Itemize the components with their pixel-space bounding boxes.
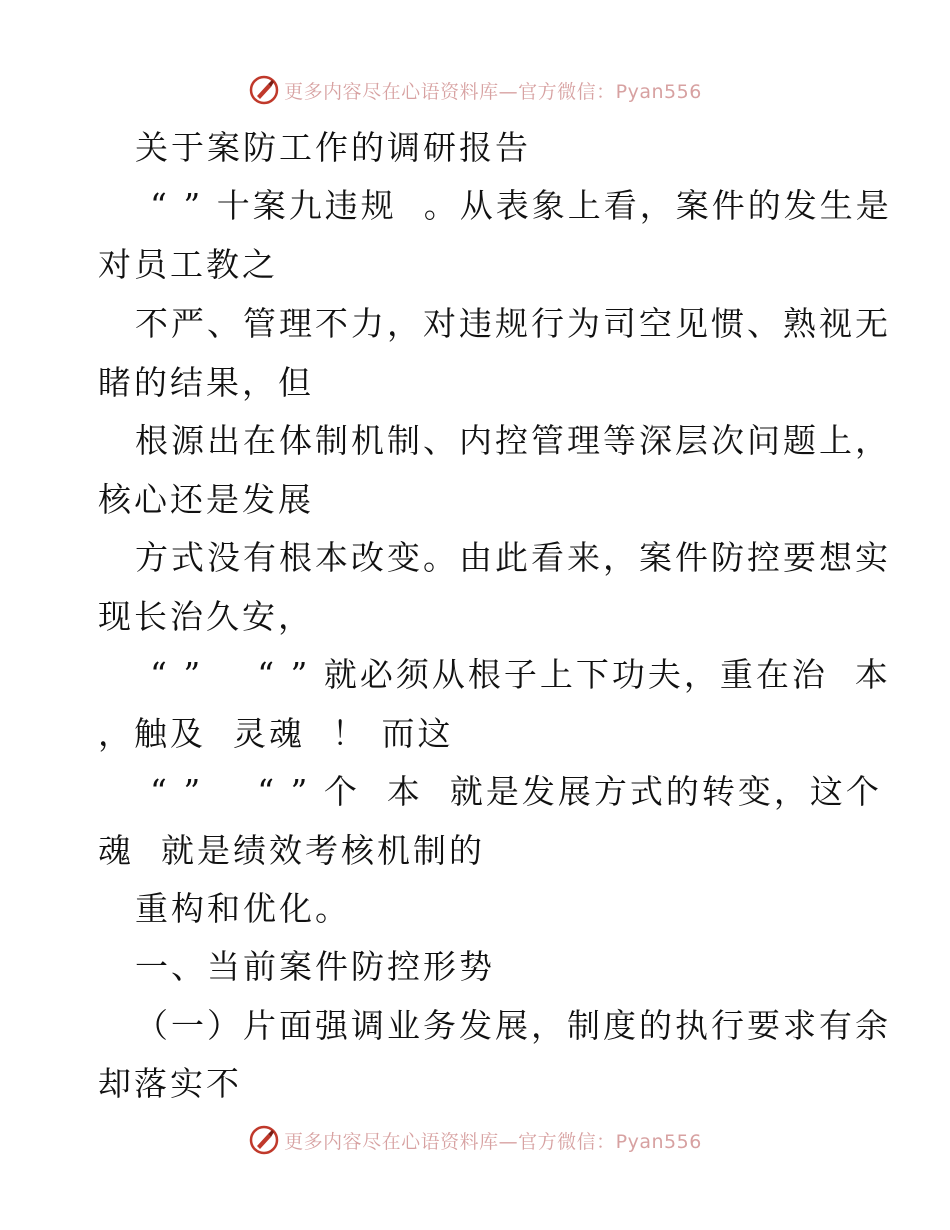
doc-title: 关于案防工作的调研报告 bbox=[135, 128, 531, 167]
text-line: “ ” “ ” 个 本 就是发展方式的转变，这个 bbox=[150, 772, 882, 811]
text-line: 根源出在体制机制、内控管理等深层次问题上， bbox=[135, 421, 891, 460]
text-line: ，触及 灵魂 ！ 而这 bbox=[98, 714, 454, 753]
text-line: “ ” 十案九违规 。从表象上看，案件的发生是 bbox=[150, 186, 892, 225]
pen-logo-icon bbox=[248, 1124, 280, 1156]
text-line: 魂 就是绩效考核机制的 bbox=[98, 831, 485, 870]
text-line: 却落实不 bbox=[98, 1064, 242, 1103]
text-line: 重构和优化。 bbox=[135, 889, 351, 928]
text-line: 不严、管理不力，对违规行为司空见惯、熟视无 bbox=[135, 304, 891, 343]
pen-logo-icon bbox=[248, 74, 280, 106]
text-line: 方式没有根本改变。由此看来，案件防控要想实 bbox=[135, 538, 891, 577]
header-banner-text: 更多内容尽在心语资料库—官方微信：Pyan556 bbox=[284, 80, 702, 103]
subsection-heading: （一）片面强调业务发展，制度的执行要求有余 bbox=[135, 1006, 891, 1045]
text-line: 对员工教之 bbox=[98, 245, 278, 284]
text-line: 核心还是发展 bbox=[98, 480, 314, 519]
text-line: 睹的结果，但 bbox=[98, 363, 314, 402]
footer-banner bbox=[0, 1122, 950, 1158]
footer-banner-text: 更多内容尽在心语资料库—官方微信：Pyan556 bbox=[284, 1130, 702, 1153]
section-heading: 一、当前案件防控形势 bbox=[135, 947, 495, 986]
header-banner bbox=[0, 72, 950, 108]
text-line: “ ” “ ” 就必须从根子上下功夫，重在治 本 bbox=[150, 655, 891, 694]
text-line: 现长治久安， bbox=[98, 597, 314, 636]
